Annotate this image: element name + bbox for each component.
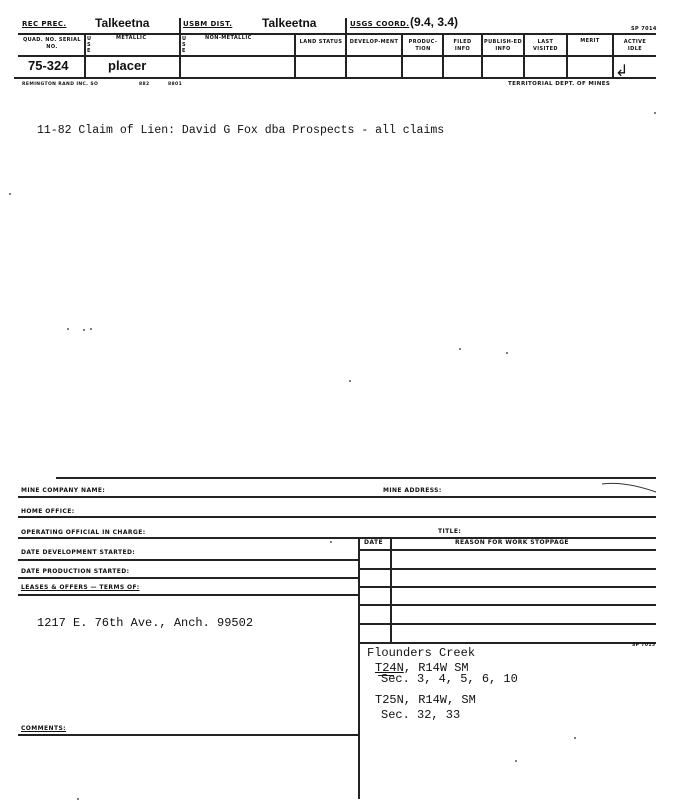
rule-stoppage-5 xyxy=(358,642,656,644)
col-metallic: METALLIC xyxy=(116,35,147,41)
home-office-label: HOME OFFICE: xyxy=(21,508,75,515)
rule-stoppage-1 xyxy=(358,568,656,570)
col-published-info: PUBLISH-ED INFO xyxy=(484,39,523,52)
rule-leases xyxy=(18,594,358,596)
speck xyxy=(574,737,576,739)
rule-columns-bottom xyxy=(18,55,656,57)
range-1: , R14W SM xyxy=(403,661,469,675)
col-serial-no: SERIAL NO. xyxy=(46,37,81,50)
sections-2: Sec. 32, 33 xyxy=(381,708,461,722)
rule-header-bottom xyxy=(18,33,656,35)
rule-comments xyxy=(18,734,358,736)
speck xyxy=(515,760,517,762)
vrule-7 xyxy=(481,33,483,77)
vrule-10 xyxy=(612,33,614,77)
printer-num1: 882 xyxy=(139,82,150,87)
leases-label: LEASES & OFFERS — TERMS OF: xyxy=(21,584,140,591)
usbm-dist-label: USBM DIST. xyxy=(183,20,233,28)
usgs-coord-value: (9.4, 3.4) xyxy=(410,15,459,29)
speck xyxy=(506,352,508,354)
speck xyxy=(83,329,85,331)
speck xyxy=(77,798,79,800)
sections-1: Sec. 3, 4, 5, 6, 10 xyxy=(381,672,518,686)
col-last-visited: LAST VISITED xyxy=(533,39,558,52)
vrule-center xyxy=(358,537,360,799)
date-column-header: DATE xyxy=(364,539,383,546)
rule-stoppage-3 xyxy=(358,604,656,606)
speck xyxy=(67,328,69,330)
printer-footer: REMINGTON RAND INC. SO xyxy=(22,82,99,87)
vrule-6 xyxy=(442,33,444,77)
col-filed-info: FILED INFO xyxy=(453,39,472,52)
form-code-bottom: SP 7015 xyxy=(632,643,656,648)
rec-prec-label: REC PREC. xyxy=(22,20,67,28)
rule-row-bottom xyxy=(14,77,656,79)
rule-home-office xyxy=(18,516,656,518)
vrule-4 xyxy=(294,33,296,77)
col-land-status: LAND STATUS xyxy=(299,39,343,45)
col-quad-no: QUAD. NO. xyxy=(23,37,57,43)
col-nonmetallic-use: U S E xyxy=(182,36,187,54)
rule-date-dev xyxy=(18,559,358,561)
rule-date-header xyxy=(358,549,656,551)
vrule-date-col xyxy=(390,537,392,642)
usbm-dist-value: Talkeetna xyxy=(262,16,317,30)
vrule-8 xyxy=(523,33,525,77)
territorial-dept-footer: TERRITORIAL DEPT. OF MINES xyxy=(508,81,611,87)
title-label: TITLE: xyxy=(438,528,462,535)
operating-official-label: OPERATING OFFICIAL IN CHARGE: xyxy=(21,529,146,536)
rule-top xyxy=(56,477,656,479)
mine-company-label: MINE COMPANY NAME: xyxy=(21,487,106,494)
col-quad-serial xyxy=(20,37,84,51)
township-range-2: T25N, R14W, SM xyxy=(375,693,476,707)
mine-address-label: MINE ADDRESS: xyxy=(383,487,442,494)
idle-mark-icon: ↲ xyxy=(615,61,629,80)
reason-column-header: REASON FOR WORK STOPPAGE xyxy=(455,539,569,546)
col-merit: MERIT xyxy=(580,38,600,44)
township-1: T24N xyxy=(375,661,404,675)
vrule-9 xyxy=(566,33,568,77)
vrule-3 xyxy=(84,33,86,77)
col-active-idle: ACTIVE IDLE xyxy=(623,39,647,52)
form-code-top: SP 7014 xyxy=(631,26,657,32)
vrule-1 xyxy=(179,18,181,77)
rule-stoppage-2 xyxy=(358,586,656,588)
comments-label: COMMENTS: xyxy=(21,725,66,732)
speck xyxy=(349,380,351,382)
col-development: DEVELOP-MENT xyxy=(349,39,399,45)
date-development-label: DATE DEVELOPMENT STARTED: xyxy=(21,549,136,556)
creek-name: Flounders Creek xyxy=(367,646,476,660)
rec-prec-value: Talkeetna xyxy=(95,16,150,30)
metallic-value: placer xyxy=(108,58,147,73)
col-production: PRODUC-TION xyxy=(408,39,438,52)
usgs-coord-label: USGS COORD. xyxy=(350,20,410,28)
quad-serial-value: 75-324 xyxy=(28,58,69,73)
speck xyxy=(654,112,656,114)
date-production-label: DATE PRODUCTION STARTED: xyxy=(21,568,130,575)
vrule-2 xyxy=(345,18,347,77)
speck xyxy=(9,193,11,195)
speck xyxy=(330,541,332,543)
printer-num2: 8801 xyxy=(168,82,183,87)
col-metallic-use: U S E xyxy=(87,36,92,54)
rule-mine-company xyxy=(18,496,656,498)
speck xyxy=(459,348,461,350)
pencil-stroke xyxy=(600,478,660,498)
notes-entry: 11-82 Claim of Lien: David G Fox dba Prospects - all claims xyxy=(37,124,445,137)
vrule-5 xyxy=(401,33,403,77)
address-value: 1217 E. 76th Ave., Anch. 99502 xyxy=(37,616,254,630)
speck xyxy=(90,328,92,330)
rule-stoppage-4 xyxy=(358,623,656,625)
col-non-metallic: NON-METALLIC xyxy=(205,35,252,41)
rule-date-prod xyxy=(18,577,358,579)
